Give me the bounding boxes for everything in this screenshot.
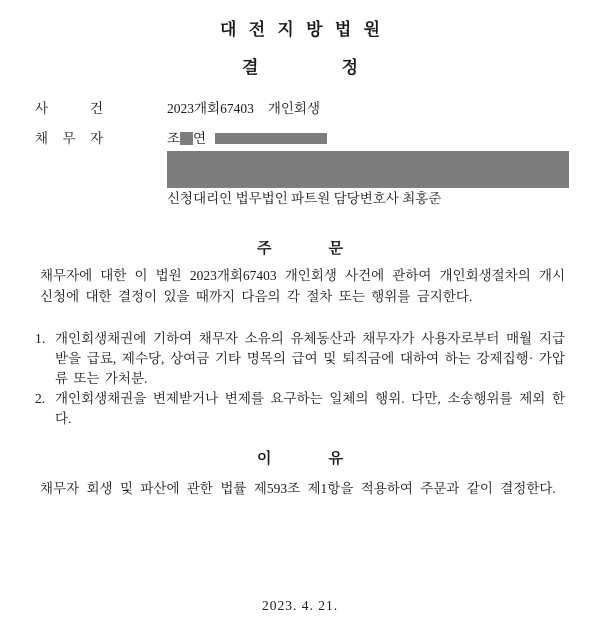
case-type: 개인회생 <box>267 101 321 116</box>
debtor-name-suffix: 연 <box>193 131 207 146</box>
debtor-row <box>35 130 565 147</box>
order-item-2 <box>35 389 565 429</box>
order-item-2-text: 개인회생채권을 변제받거나 변제를 요구하는 일체의 행위. 다만, 소송행위를 제외 한다. <box>55 391 565 426</box>
attorney-line: 신청대리인 법무법인 파트원 담당변호사 최홍준 <box>167 191 442 206</box>
court-name-text: 대 전 지 방 법 원 <box>220 20 380 39</box>
order-heading-text: 주 문 <box>257 240 343 257</box>
redaction-name-char <box>180 132 193 145</box>
order-list <box>35 329 565 429</box>
redaction-address-block <box>167 151 569 188</box>
reason-heading <box>0 447 600 468</box>
order-heading <box>0 237 600 258</box>
case-value <box>167 100 320 117</box>
order-item-1 <box>35 329 565 389</box>
debtor-name-prefix: 조 <box>167 131 181 146</box>
case-number: 2023개회67403 <box>167 101 254 116</box>
doc-type-heading <box>0 53 600 78</box>
reason-heading-text: 이 유 <box>257 450 343 467</box>
decision-date: 2023. 4. 21. <box>261 598 339 613</box>
case-label: 사 건 <box>35 101 103 116</box>
court-name-heading <box>0 15 600 40</box>
doc-type-text: 결 정 <box>242 58 358 77</box>
order-item-2-number: 2. <box>35 391 46 406</box>
redaction-name-rest <box>215 133 327 144</box>
debtor-name <box>167 130 327 147</box>
debtor-label: 채 무 자 <box>35 131 103 146</box>
order-intro-paragraph: 채무자에 대한 이 법원 2023개회67403 개인회생 사건에 관하여 개인회생절차의 개시 신청에 대한 결정이 있을 때까지 다음의 각 절차 또는 행위를 금지한다. <box>40 268 565 304</box>
reason-paragraph: 채무자 회생 및 파산에 관한 법률 제593조 제1항을 적용하여 주문과 같이 결정한다. <box>40 481 556 496</box>
case-row <box>35 100 565 117</box>
order-item-1-number: 1. <box>35 331 46 346</box>
order-item-1-text: 개인회생채권에 기하여 채무자 소유의 유체동산과 채무자가 사용자로부터 매월 지급받을 급료, 제수당, 상여금 기타 명목의 급여 및 퇴직금에 대하여 하는 강제집행· 가압류 또는 가처분. <box>55 331 565 386</box>
